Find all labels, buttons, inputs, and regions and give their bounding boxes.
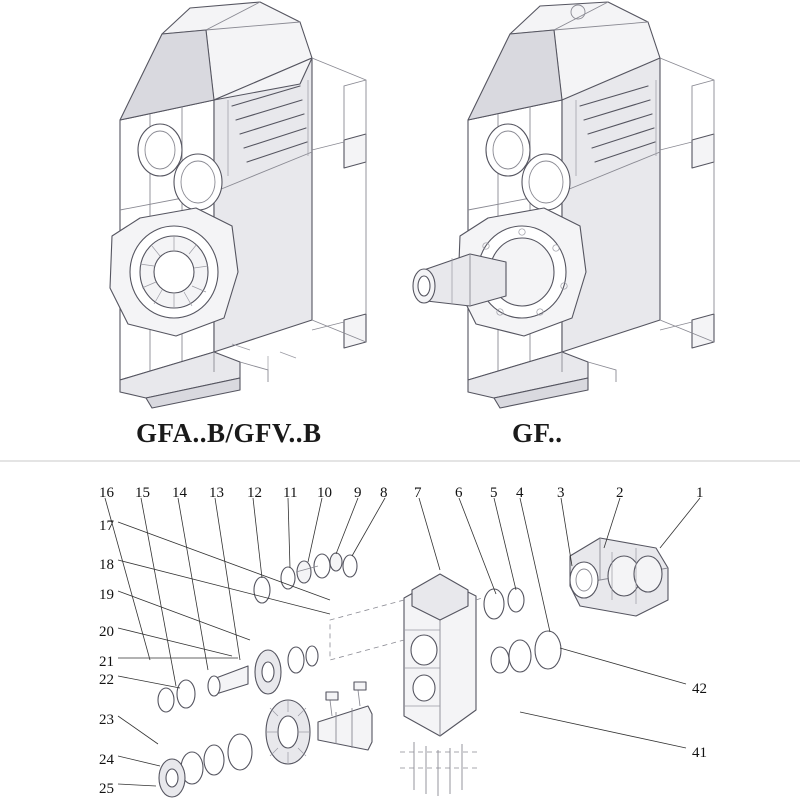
callout-number-19: 19 bbox=[99, 587, 114, 603]
callout-number-6: 6 bbox=[455, 485, 463, 501]
callout-number-20: 20 bbox=[99, 624, 114, 640]
callout-number-13: 13 bbox=[209, 485, 224, 501]
callout-number-3: 3 bbox=[557, 485, 565, 501]
callout-number-8: 8 bbox=[380, 485, 388, 501]
callout-number-15: 15 bbox=[135, 485, 150, 501]
gearbox-drawing-right bbox=[413, 2, 714, 408]
callout-number-16: 16 bbox=[99, 485, 114, 501]
callout-number-9: 9 bbox=[354, 485, 362, 501]
caption-gfab-gfvb: GFA..B/GFV..B bbox=[136, 418, 322, 448]
callout-number-5: 5 bbox=[490, 485, 498, 501]
callout-number-23: 23 bbox=[99, 712, 114, 728]
callout-number-41: 41 bbox=[692, 745, 707, 761]
gearbox-drawing-left bbox=[110, 2, 366, 408]
callout-number-42: 42 bbox=[692, 681, 707, 697]
callout-number-7: 7 bbox=[414, 485, 422, 501]
caption-gf: GF.. bbox=[512, 418, 563, 448]
callout-number-1: 1 bbox=[696, 485, 704, 501]
exploded-assembly-drawing bbox=[105, 498, 700, 797]
callout-number-24: 24 bbox=[99, 752, 114, 768]
callout-number-10: 10 bbox=[317, 485, 332, 501]
callout-number-14: 14 bbox=[172, 485, 187, 501]
callout-number-4: 4 bbox=[516, 485, 524, 501]
callout-number-17: 17 bbox=[99, 518, 114, 534]
callout-number-25: 25 bbox=[99, 781, 114, 797]
callout-number-18: 18 bbox=[99, 557, 114, 573]
callout-number-11: 11 bbox=[283, 485, 298, 501]
callout-number-12: 12 bbox=[247, 485, 262, 501]
callout-number-22: 22 bbox=[99, 672, 114, 688]
callout-number-21: 21 bbox=[99, 654, 114, 670]
callout-number-2: 2 bbox=[616, 485, 624, 501]
